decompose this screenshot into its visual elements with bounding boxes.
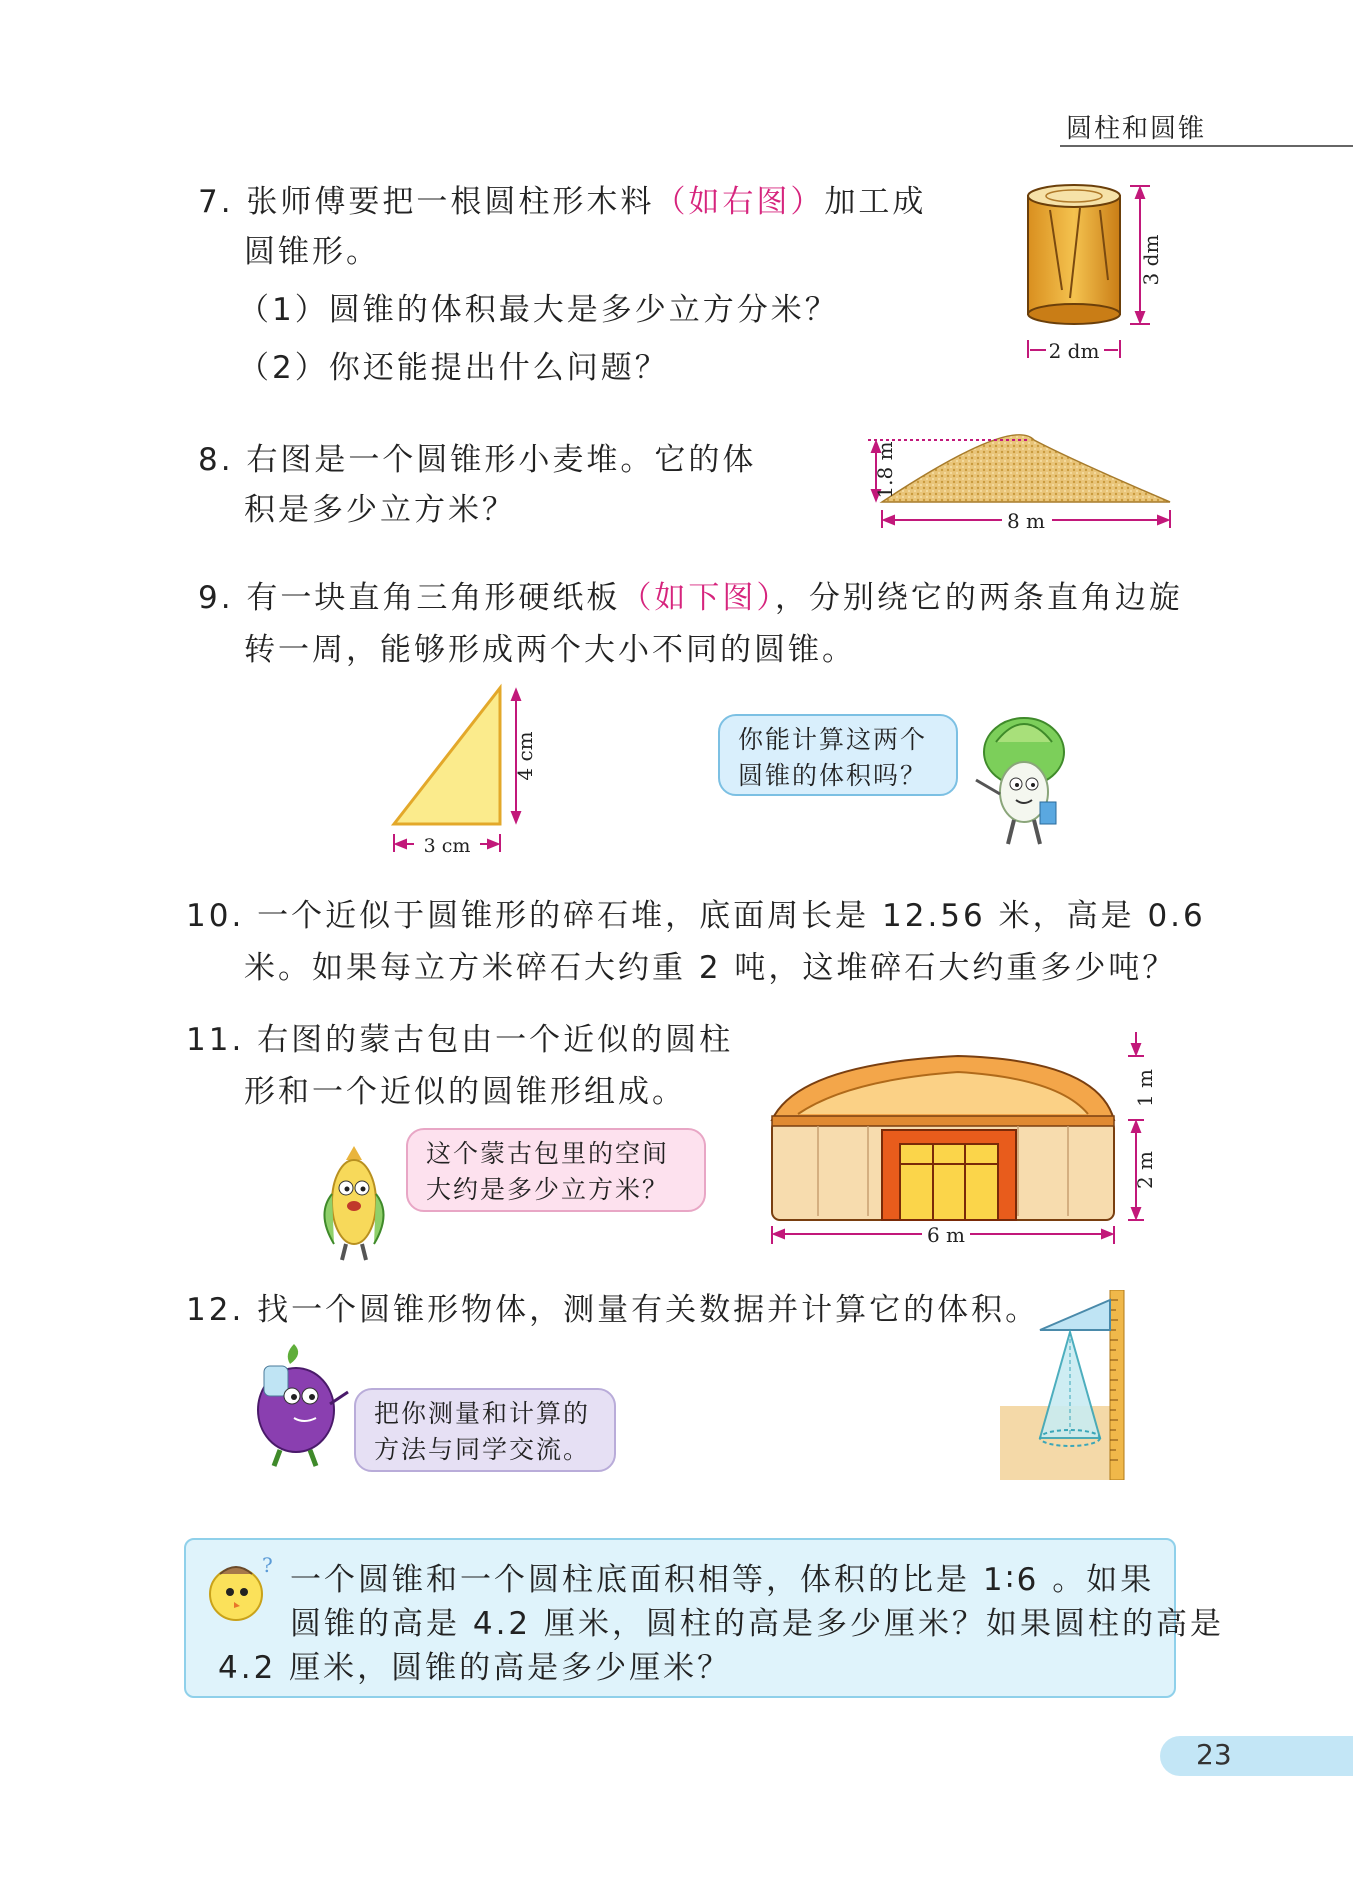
q9-line2: 转一周，能够形成两个大小不同的圆锥。: [244, 632, 856, 668]
yurt-figure: [758, 1020, 1158, 1250]
log-bottom: [1028, 304, 1120, 324]
q9-bubble-line2: 圆锥的体积吗？: [738, 761, 928, 790]
chick-thinking-icon: [200, 1550, 280, 1630]
page-number-tab: [1160, 1736, 1353, 1776]
q7-width-label: 2 dm: [1048, 339, 1100, 363]
q11-line1: 11. 右图的蒙古包由一个近似的圆柱: [186, 1022, 734, 1058]
q9-line1: [198, 578, 1183, 618]
q8-height-label: 1.8 m: [873, 441, 897, 499]
eggplant-character: [234, 1340, 354, 1470]
q12-bubble-line2: 方法与同学交流。: [374, 1435, 591, 1464]
q9-base-label: 3 cm: [423, 835, 471, 857]
q7-line1-text: 7. 张师傅要把一根圆柱形木料: [198, 184, 655, 220]
q11-wall-label: 2 m: [1133, 1150, 1157, 1190]
q9-figure-ref: （如下图）: [620, 580, 775, 616]
log-top: [1028, 185, 1120, 207]
wheat-pile: [882, 435, 1170, 502]
q11-roof-label: 1 m: [1133, 1068, 1157, 1108]
triangle: [394, 688, 500, 824]
q11-width-label: 6 m: [926, 1223, 966, 1247]
q7-line1-end: 加工成: [824, 184, 927, 220]
yurt-height-dimension: [1128, 1032, 1144, 1220]
q9-bubble-line1: 你能计算这两个: [738, 725, 928, 754]
q11-bubble-line1: 这个蒙古包里的空间: [426, 1139, 670, 1168]
ruler: [1110, 1290, 1124, 1480]
q7-line1: [198, 182, 926, 222]
q11-speech-bubble: [406, 1128, 706, 1212]
q9-line1-end: ，分别绕它的两条直角边旋: [774, 580, 1183, 616]
q8-width-label: 8 m: [1006, 509, 1046, 533]
page-number: 23: [1196, 1738, 1232, 1771]
q8-line2: 积是多少立方米？: [244, 492, 516, 528]
chapter-title: 圆柱和圆锥: [1066, 114, 1207, 144]
q9-speech-bubble: [718, 714, 958, 796]
q12-speech-bubble: [354, 1388, 616, 1472]
q10-line1: 10. 一个近似于圆锥形的碎石堆，底面周长是 12.56 米，高是 0.6: [186, 898, 1206, 934]
q12-bubble-line1: 把你测量和计算的: [374, 1399, 591, 1428]
q12-line1: 12. 找一个圆锥形物体，测量有关数据并计算它的体积。: [186, 1292, 1040, 1328]
cone-measure-figure: [1000, 1290, 1150, 1480]
yurt-door: [900, 1144, 998, 1220]
q8-line1: 8. 右图是一个圆锥形小麦堆。它的体: [198, 442, 757, 478]
think-line2: 圆锥的高是 4.2 厘米，圆柱的高是多少厘米？如果圆柱的高是: [290, 1606, 1225, 1642]
corn-character: [306, 1144, 406, 1264]
q10-line2: 米。如果每立方米碎石大约重 2 吨，这堆碎石大约重多少吨？: [244, 950, 1177, 986]
q11-bubble-line2: 大约是多少立方米？: [426, 1175, 670, 1204]
q7-sub2: （2）你还能提出什么问题？: [238, 350, 669, 386]
header-rule: [1060, 145, 1353, 147]
log-cylinder-figure: [1010, 180, 1170, 370]
think-line3: 4.2 厘米，圆锥的高是多少厘米？: [218, 1650, 732, 1686]
set-square: [1040, 1300, 1110, 1330]
right-triangle-figure: [380, 676, 540, 866]
q7-height-label: 3 dm: [1139, 234, 1163, 286]
q7-sub1: （1）圆锥的体积最大是多少立方分米？: [238, 292, 839, 328]
q9-height-label: 4 cm: [513, 731, 537, 781]
cabbage-character: [966, 712, 1076, 852]
svg-text:?: ?: [262, 1553, 273, 1577]
q11-line2: 形和一个近似的圆锥形组成。: [244, 1074, 686, 1110]
q9-line1-text: 9. 有一块直角三角形硬纸板: [198, 580, 621, 616]
q7-figure-ref: （如右图）: [654, 184, 825, 220]
think-line1: 一个圆锥和一个圆柱底面积相等，体积的比是 1∶6 。如果: [290, 1562, 1155, 1598]
q7-line2: 圆锥形。: [244, 234, 380, 270]
wheat-pile-figure: [862, 420, 1182, 540]
